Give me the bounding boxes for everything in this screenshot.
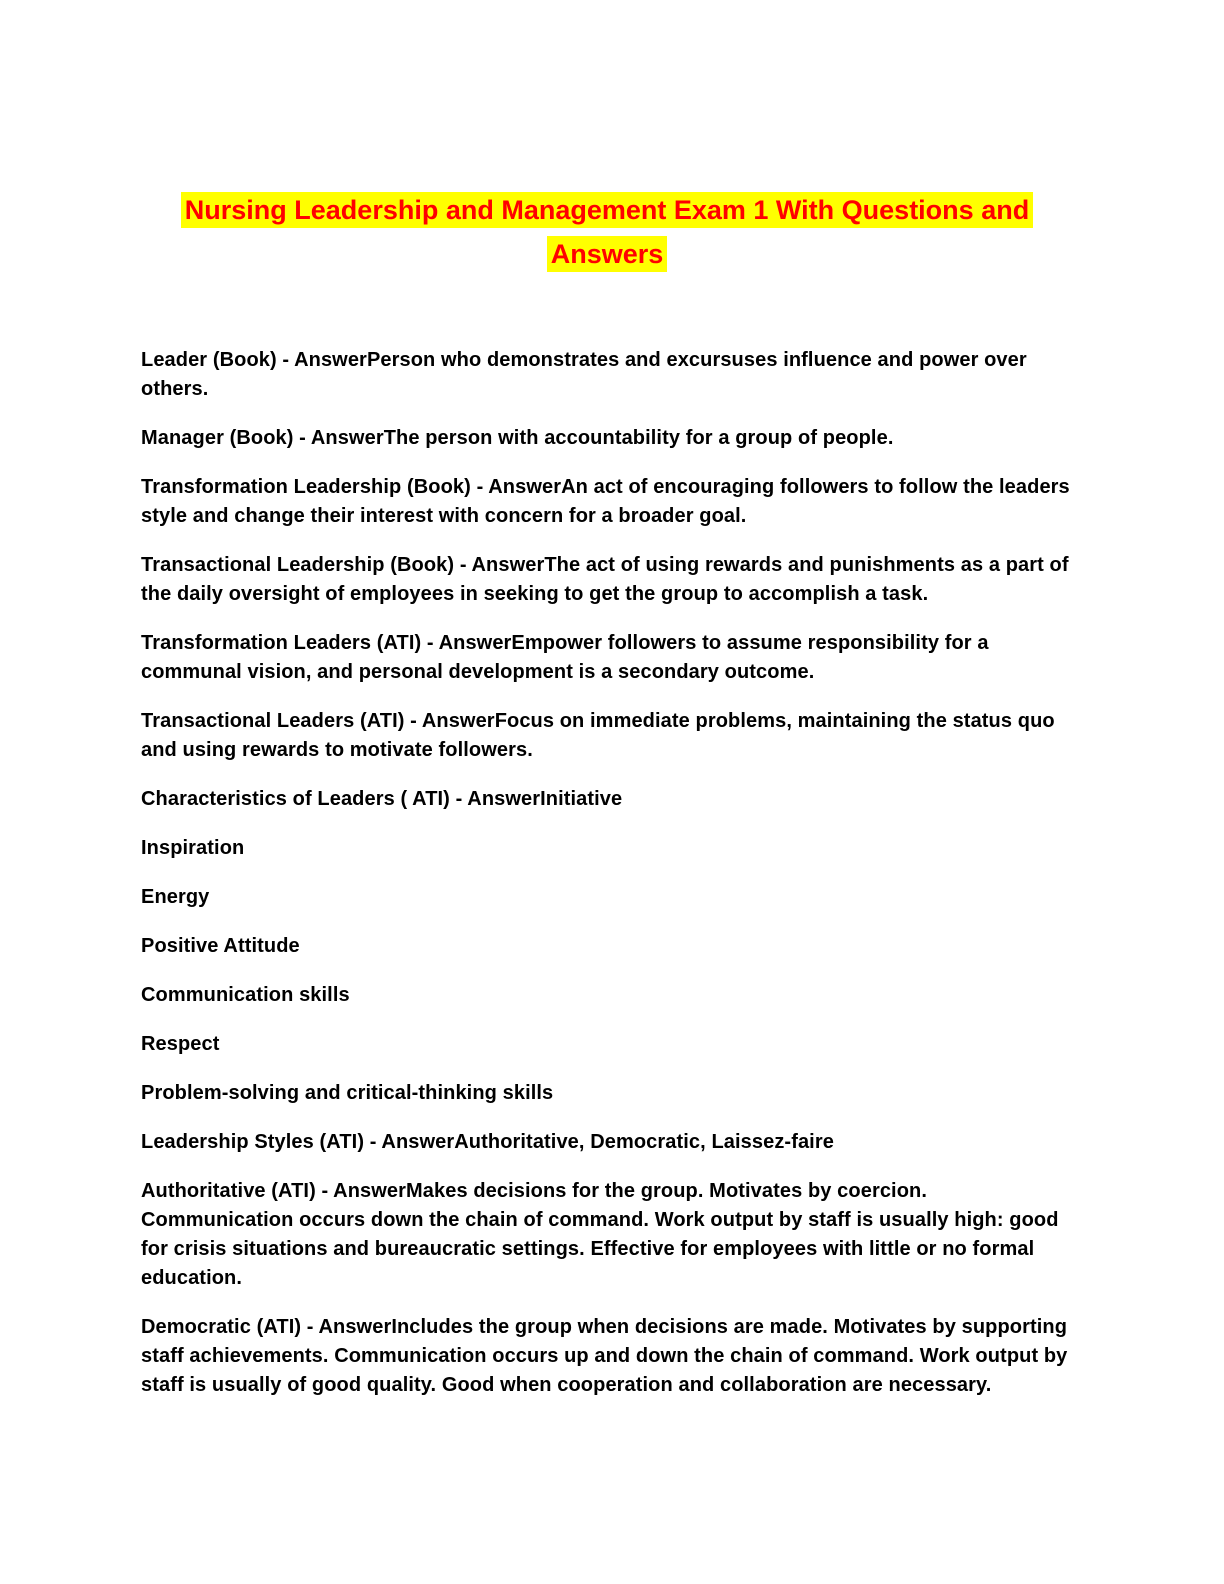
document-body [141,346,1081,1420]
qa-transactional-leadership-book: Transactional Leadership (Book) - AnswerThe act of using rewards and punishments as a part of the daily oversight of employees in seeking to get the group to accomplish a task. [141,554,1069,605]
qa-leadership-styles: Leadership Styles (ATI) - AnswerAuthoritative, Democratic, Laissez-faire [141,1131,834,1153]
characteristic-energy: Energy [141,886,210,908]
characteristic-communication-skills: Communication skills [141,984,350,1006]
qa-transformation-leaders-ati: Transformation Leaders (ATI) - AnswerEmpower followers to assume responsibility for a communal vision, and personal development is a secondary outcome. [141,632,989,683]
qa-transformation-leadership-book: Transformation Leadership (Book) - AnswerAn act of encouraging followers to follow the leaders style and change their interest with concern for a broader goal. [141,476,1070,527]
qa-manager-book: Manager (Book) - AnswerThe person with accountability for a group of people. [141,427,894,449]
characteristic-problem-solving: Problem-solving and critical-thinking skills [141,1082,554,1104]
qa-transactional-leaders-ati: Transactional Leaders (ATI) - AnswerFocus on immediate problems, maintaining the status quo and using rewards to motivate followers. [141,710,1055,761]
characteristic-positive-attitude: Positive Attitude [141,935,300,957]
qa-democratic: Democratic (ATI) - AnswerIncludes the group when decisions are made. Motivates by supporting staff achievements. Communication occurs up and down the chain of command. Work output by staff is usually of good quality. Good when cooperation and collaboration are necessary. [141,1316,1068,1396]
document-title-text: Nursing Leadership and Management Exam 1 With Questions and Answers [181,192,1033,272]
qa-leader-book: Leader (Book) - AnswerPerson who demonstrates and excursuses influence and power over others. [141,349,1027,400]
characteristic-inspiration: Inspiration [141,837,245,859]
characteristic-respect: Respect [141,1033,220,1055]
qa-authoritative: Authoritative (ATI) - AnswerMakes decisions for the group. Motivates by coercion. Communication occurs down the chain of command. Work output by staff is usually high: good for crisis situations and bureaucratic settings. Effective for employees with little or no formal education. [141,1180,1059,1289]
document-title [130,188,1084,276]
qa-characteristics-of-leaders: Characteristics of Leaders ( ATI) - AnswerInitiative [141,788,623,810]
